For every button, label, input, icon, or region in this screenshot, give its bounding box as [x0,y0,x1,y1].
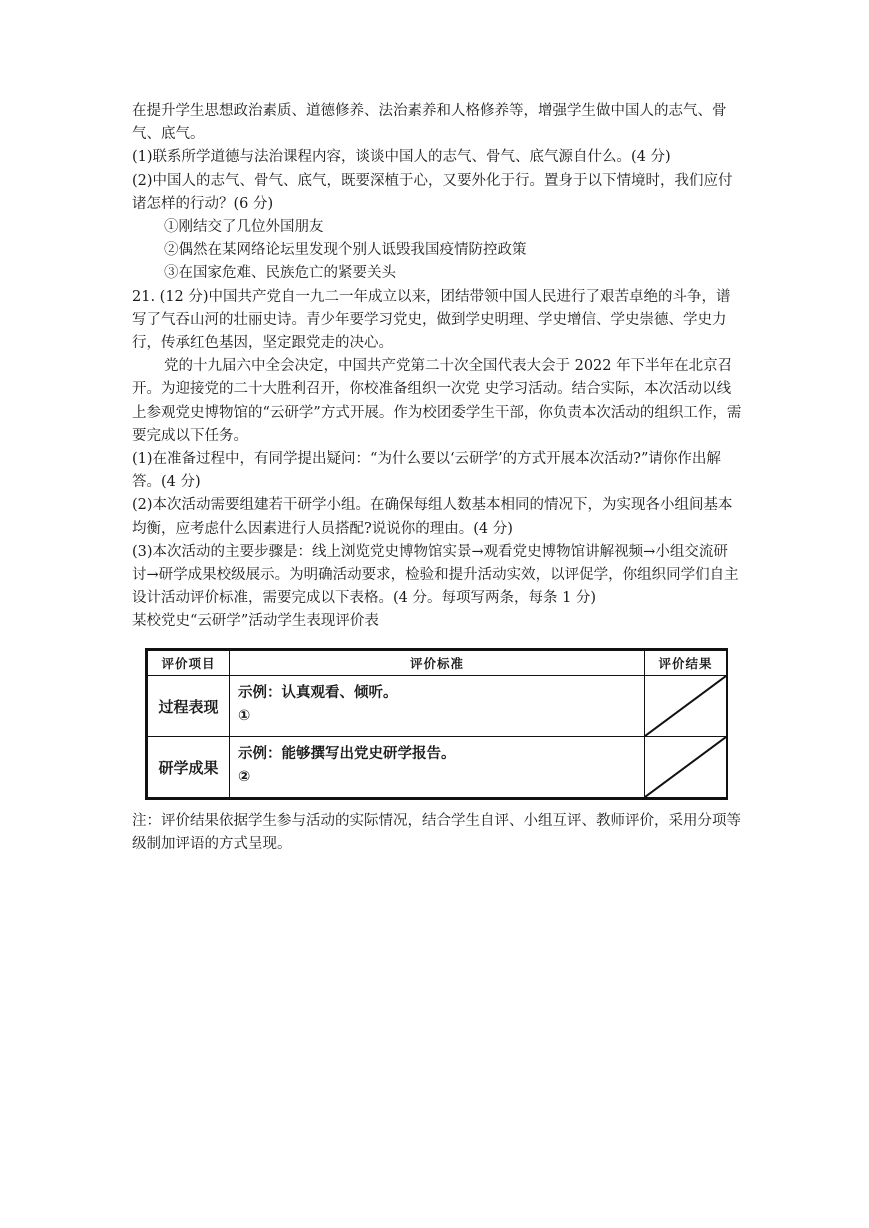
question-21-2: (2)本次活动需要组建若干研学小组。在确保每组人数基本相同的情况下，为实现各小组间基本均衡，应考虑什么因素进行人员搭配?说说你的理由。(4 分) [132,497,733,537]
row-result-process [645,676,727,737]
question-21-1: (1)在准备过程中，有同学提出疑问：“为什么要以‘云研学’的方式开展本次活动?”请你作出解答。(4 分) [132,451,721,491]
header-item: 评价项目 [148,651,230,676]
table-header-row [148,651,727,676]
criteria-blank: ① [238,708,251,724]
row-criteria-process [230,676,645,737]
table-row [148,737,727,798]
row-result-outcome [645,737,727,798]
table-row [148,676,727,737]
criteria-example: 示例：能够撰写出党史研学报告。 [238,746,456,762]
diagonal-slash [645,676,726,736]
question-21-stem: 21. (12 分)中国共产党自一九二一年成立以来，团结带领中国人民进行了艰苦卓绝的斗争，谱写了气吞山河的壮丽史诗。青少年要学习党史，做到学史明理、学史增信、学史崇德、学史力行，传承红色基因，坚定跟党走的决心。 [132,288,731,352]
table-caption: 某校党史“云研学”活动学生表现评价表 [132,613,379,630]
table-note: 注：评价结果依据学生参与活动的实际情况，结合学生自评、小组互评、教师评价，采用分项等级制加评语的方式呈现。 [132,813,741,853]
scenario-3: ③在国家危难、民族危亡的紧要关头 [164,265,396,282]
intro-paragraph: 在提升学生思想政治素质、道德修养、法治素养和人格修养等，增强学生做中国人的志气、骨气、底气。 [132,103,727,143]
document-body [132,100,742,634]
scenario-2: ②偶然在某网络论坛里发现个别人诋毁我国疫情防控政策 [164,242,527,259]
criteria-blank: ② [238,769,251,785]
header-result: 评价结果 [645,651,727,676]
diagonal-slash [645,737,726,797]
question-21-3: (3)本次活动的主要步骤是：线上浏览党史博物馆实景→观看党史博物馆讲解视频→小组交流研讨→研学成果校级展示。为明确活动要求，检验和提升活动实效，以评促学，你组织同学们自主设计活动评价标准，需要完成以下表格。(4 分。每项写两条，每条 1 分) [132,543,739,607]
note-block [132,810,742,856]
row-criteria-outcome [230,737,645,798]
criteria-example: 示例：认真观看、倾听。 [238,685,398,701]
row-item-outcome: 研学成果 [148,737,230,798]
question-20-2: (2)中国人的志气、骨气、底气，既要深植于心，又要外化于行。置身于以下情境时，我们应付诸怎样的行动？(6 分) [132,172,733,212]
evaluation-table [145,648,728,800]
question-20-1: (1)联系所学道德与法治课程内容，谈谈中国人的志气、骨气、底气源自什么。(4 分) [132,149,671,166]
question-21-context: 党的十九届六中全会决定，中国共产党第二十次全国代表大会于 2022 年下半年在北京召开。为迎接党的二十大胜利召开，你校准备组织一次党 史学习活动。结合实际，本次活动以线上参观党史博物馆的“云研学”方式开展。作为校团委学生干部，你负责本次活动的组织工作，需要完成以下任务。 [132,358,742,444]
row-item-process: 过程表现 [148,676,230,737]
scenario-1: ①刚结交了几位外国朋友 [164,219,324,236]
header-criteria: 评价标准 [230,651,645,676]
